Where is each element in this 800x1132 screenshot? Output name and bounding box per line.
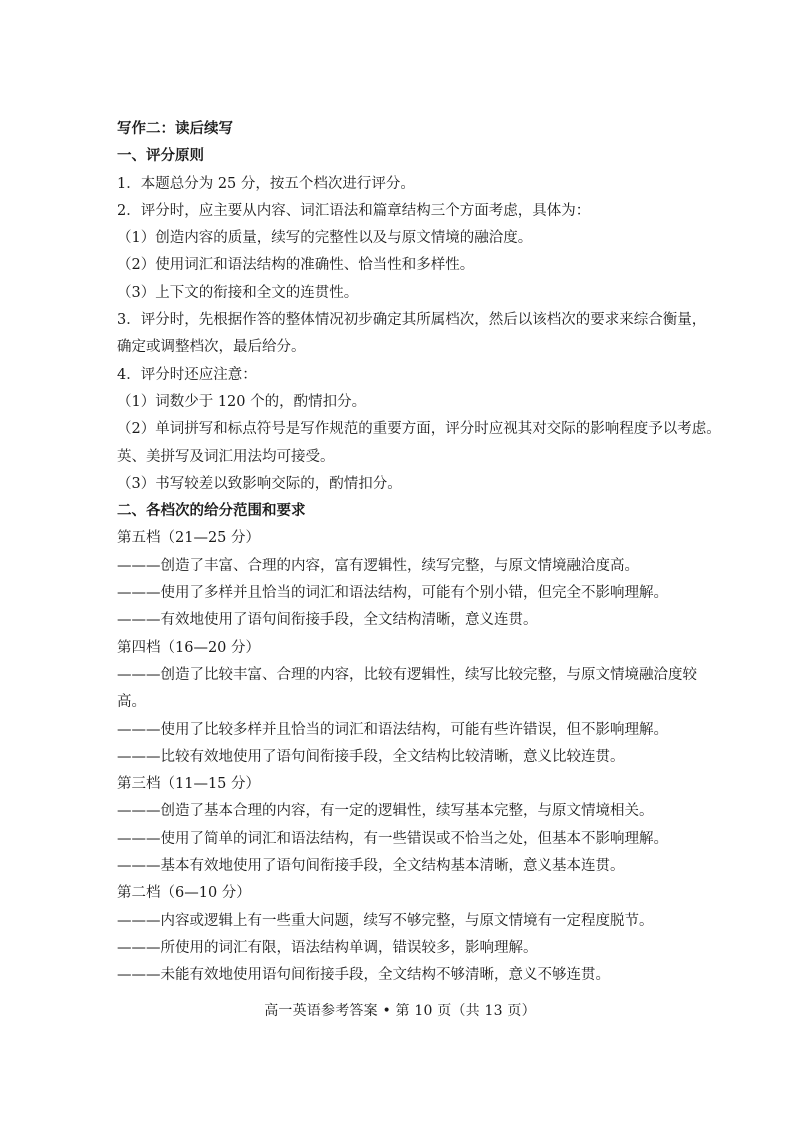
rule-4-item: （3）书写较差以致影响交际的，酌情扣分。 — [117, 475, 402, 492]
grade-criterion: ———创造了基本合理的内容，有一定的逻辑性，续写基本完整，与原文情境相关。 — [117, 803, 654, 820]
rule-2-item: （1）创造内容的质量，续写的完整性以及与原文情境的融洽度。 — [117, 230, 533, 247]
rule-4-item: （2）单词拼写和标点符号是写作规范的重要方面，评分时应视其对交际的影响程度予以考虑。 — [117, 421, 721, 438]
rule-3-line2: 确定或调整档次，最后给分。 — [117, 339, 306, 356]
grade-criterion: ———内容或逻辑上有一些重大问题，续写不够完整，与原文情境有一定程度脱节。 — [117, 912, 654, 929]
section2-heading: 二、各档次的给分范围和要求 — [117, 503, 306, 520]
rule-4-item: 英、美拼写及词汇用法均可接受。 — [117, 448, 335, 465]
grade-label: 第五档（21—25 分） — [117, 530, 261, 547]
grade-criterion: ———有效地使用了语句间衔接手段，全文结构清晰，意义连贯。 — [117, 612, 538, 629]
grade-criterion: ———创造了丰富、合理的内容，富有逻辑性，续写完整，与原文情境融洽度高。 — [117, 557, 639, 574]
grade-label: 第四档（16—20 分） — [117, 639, 261, 656]
grade-label: 第二档（6—10 分） — [117, 885, 251, 902]
rule-2: 2．评分时，应主要从内容、词汇语法和篇章结构三个方面考虑，具体为： — [117, 202, 591, 219]
grade-criterion: ———未能有效地使用语句间衔接手段，全文结构不够清晰，意义不够连贯。 — [117, 967, 610, 984]
rule-4-item: （1）词数少于 120 个的，酌情扣分。 — [117, 393, 367, 410]
grade-criterion: ———使用了多样并且恰当的词汇和语法结构，可能有个别小错，但完全不影响理解。 — [117, 585, 668, 602]
rule-4: 4．评分时还应注意： — [117, 366, 257, 383]
document-title: 写作二：读后续写 — [117, 121, 233, 137]
rule-1: 1．本题总分为 25 分，按五个档次进行评分。 — [117, 175, 415, 192]
grade-criterion: ———所使用的词汇有限，语法结构单调，错误较多，影响理解。 — [117, 939, 538, 956]
grade-criterion: ———比较有效地使用了语句间衔接手段，全文结构比较清晰，意义比较连贯。 — [117, 748, 625, 765]
grade-criterion: ———使用了简单的词汇和语法结构，有一些错误或不恰当之处，但基本不影响理解。 — [117, 830, 668, 847]
rule-2-item: （2）使用词汇和语法结构的准确性、恰当性和多样性。 — [117, 257, 475, 274]
section1-heading: 一、评分原则 — [117, 148, 204, 165]
grade-label: 第三档（11—15 分） — [117, 776, 261, 793]
grade-criterion: ———创造了比较丰富、合理的内容，比较有逻辑性，续写比较完整，与原文情境融洽度较 — [117, 666, 697, 683]
grade-criterion: 高。 — [117, 694, 146, 711]
page-footer: 高一英语参考答案 • 第 10 页（共 13 页） — [264, 1003, 536, 1019]
rule-3-line1: 3．评分时，先根据作答的整体情况初步确定其所属档次，然后以该档次的要求来综合衡量， — [117, 312, 707, 329]
rule-2-item: （3）上下文的衔接和全文的连贯性。 — [117, 284, 359, 301]
document-body — [117, 116, 721, 990]
grade-criterion: ———基本有效地使用了语句间衔接手段，全文结构基本清晰，意义基本连贯。 — [117, 858, 625, 875]
grade-criterion: ———使用了比较多样并且恰当的词汇和语法结构，可能有些许错误，但不影响理解。 — [117, 721, 668, 738]
